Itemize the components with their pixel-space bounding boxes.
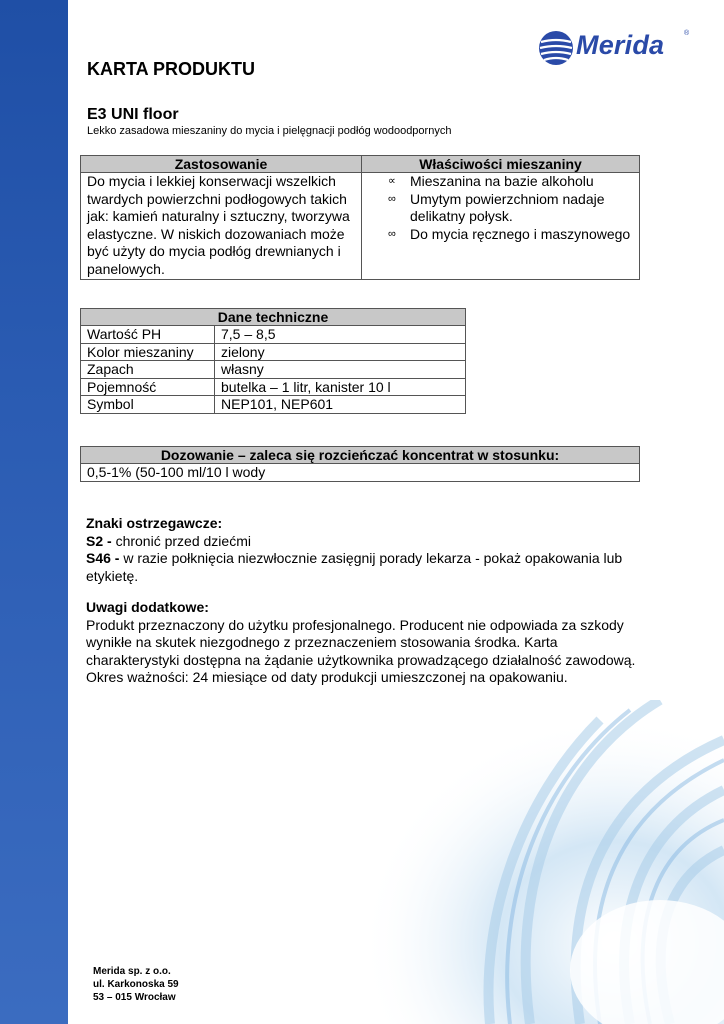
table-row: [81, 326, 466, 344]
row-label: Zapach: [81, 361, 215, 379]
warnings-heading: Znaki ostrzegawcze:: [86, 515, 223, 531]
properties-header: Właściwości mieszaniny: [362, 156, 640, 173]
document-title: KARTA PRODUKTU: [87, 59, 255, 79]
table-row: [81, 343, 466, 361]
table-row: [81, 378, 466, 396]
footer-street: ul. Karkonoska 59: [93, 979, 179, 990]
product-subtitle: Lekko zasadowa mieszaniny do mycia i pielęgnacji podłóg wodoodpornych: [87, 125, 452, 137]
decorative-swirl: [360, 700, 724, 1024]
bullet-icon: ∞: [388, 192, 396, 205]
warning-text: w razie połknięcia niezwłocznie zasięgnij porady lekarza - pokaż opakowania lub etykietę.: [86, 550, 623, 584]
row-label: Kolor mieszaniny: [81, 343, 215, 361]
table-row: [81, 396, 466, 414]
warning-code: S2 -: [86, 532, 112, 549]
notes-text: Produkt przeznaczony do użytku profesjonalnego. Producent nie odpowiada za szkody wynikłe na skutek niezgodnego z przeznaczeniem stosowania środka. Karta charakterystyki dostępna na żądanie użytkownika prowadzącego działalność zawodową. Okres ważności: 24 miesiące od daty produkcji umieszczonej na opakowaniu.: [86, 616, 636, 685]
bullet-icon: ∝: [388, 175, 396, 187]
row-value: własny: [215, 361, 466, 379]
usage-text: Do mycia i lekkiej konserwacji wszelkich twardych powierzchni podłogowych takich jak: kamień naturalny i sztuczny, tworzywa elastyczne. W niskich dozowaniach może być użyty do mycia podłóg drewnianych i panelowych.: [81, 173, 362, 280]
row-value: zielony: [215, 343, 466, 361]
technical-table: [80, 308, 466, 414]
footer-city: 53 – 015 Wrocław: [93, 992, 176, 1003]
list-item: ∞ Do mycia ręcznego i maszynowego: [388, 225, 631, 242]
list-item: ∞ Umytym powierzchniom nadaje delikatny połysk.: [388, 190, 605, 224]
row-value: NEP101, NEP601: [215, 396, 466, 414]
product-name: E3 UNI floor: [87, 106, 179, 123]
dosage-table: [80, 446, 640, 482]
bullet-icon: ∞: [388, 227, 396, 240]
row-value: butelka – 1 litr, kanister 10 l: [215, 378, 466, 396]
footer-address: [93, 965, 179, 1004]
notes-section: [86, 599, 646, 687]
logo-globe-icon: [538, 30, 574, 66]
warning-text: chronić przed dziećmi: [111, 532, 251, 549]
dosage-value: 0,5-1% (50-100 ml/10 l wody: [81, 464, 640, 482]
row-label: Symbol: [81, 396, 215, 414]
warning-item: [86, 550, 646, 585]
merida-logo: [536, 28, 696, 72]
usage-table: [80, 155, 640, 280]
properties-list: [388, 173, 633, 243]
properties-cell: [362, 173, 640, 280]
table-row: [81, 361, 466, 379]
dosage-header: Dozowanie – zaleca się rozcieńczać koncentrat w stosunku:: [81, 447, 640, 464]
logo-text: Merida: [576, 30, 665, 60]
registered-mark: ®: [684, 30, 690, 37]
warning-item: [86, 533, 646, 551]
usage-header: Zastosowanie: [81, 156, 362, 173]
warnings-section: [86, 515, 646, 585]
warning-code: S46 -: [86, 550, 120, 566]
list-item: ∝ Mieszanina na bazie alkoholu: [388, 173, 594, 189]
row-label: Pojemność: [81, 378, 215, 396]
row-label: Wartość PH: [81, 326, 215, 344]
row-value: 7,5 – 8,5: [215, 326, 466, 344]
notes-heading: Uwagi dodatkowe:: [86, 599, 209, 615]
sidebar-band: [0, 0, 68, 1024]
technical-header: Dane techniczne: [81, 309, 466, 326]
footer-company: Merida sp. z o.o.: [93, 966, 171, 977]
